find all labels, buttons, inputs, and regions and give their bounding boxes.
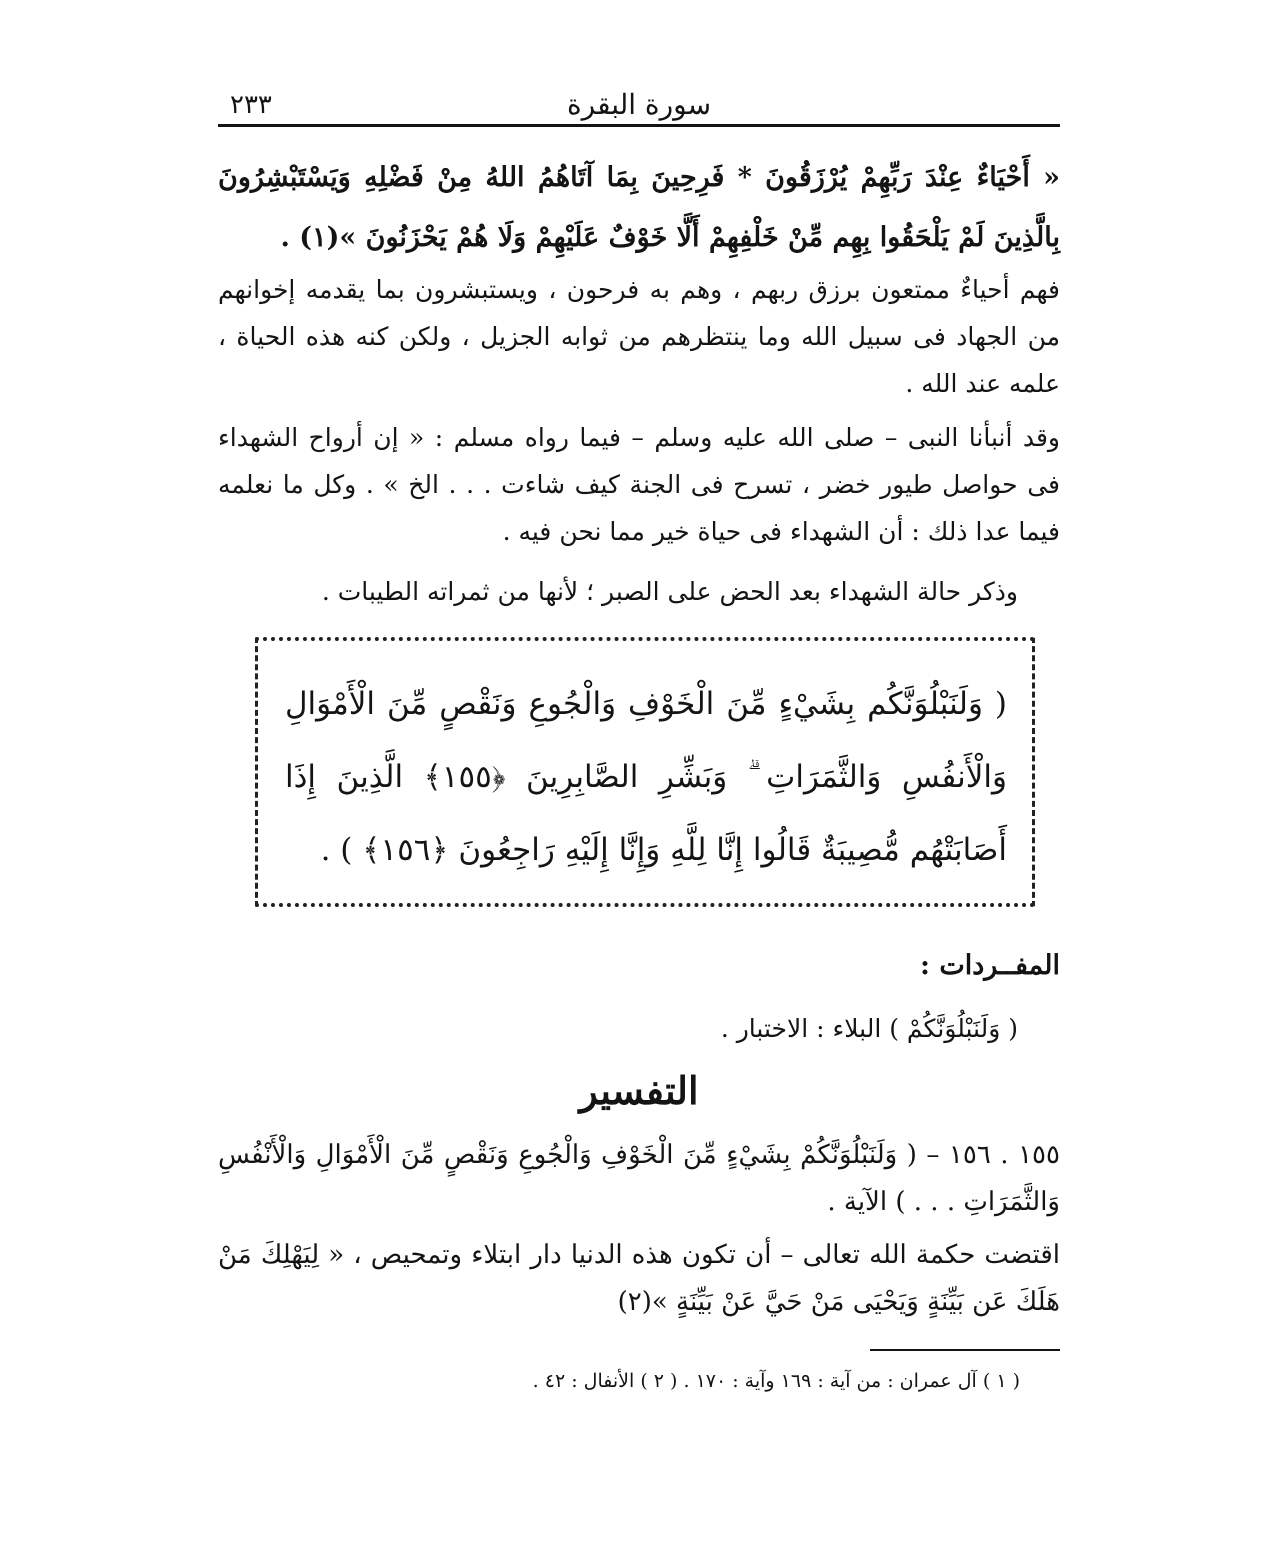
paragraph-patience: وذكر حالة الشهداء بعد الحض على الصبر ؛ لأنها من ثمراته الطيبات . — [321, 577, 1018, 606]
tafsir-body: اقتضت حكمة الله تعالى – أن تكون هذه الدنيا دار ابتلاء وتمحيص ، « لِيَهْلِكَ مَنْ هَلَكَ عَن بَيِّنَةٍ وَيَحْيَى مَنْ حَيَّ عَنْ بَيِّنَةٍ »(٢) — [218, 1240, 1060, 1317]
paragraph-martyrs-life: فهم أحياءٌ ممتعون برزق ربهم ، وهم به فرحون ، ويستبشرون بما يقدمه إخوانهم من الجهاد فى سبيل الله وما ينتظرهم من ثوابه الجزيل ، ولكن كنه هذه الحياة ، علمه عند الله . — [218, 275, 1060, 398]
surah-title: سورة البقرة — [566, 88, 712, 121]
paragraph-hadith: وقد أنبأنا النبى – صلى الله عليه وسلم – فيما رواه مسلم : « إن أرواح الشهداء فى حواصل طيور خضر ، تسرح فى الجنة كيف شاءت . . . الخ » . وكل ما نعلمه فيما عدا ذلك : أن الشهداء فى حياة خير مما نحن فيه . — [218, 423, 1060, 546]
tafsir-verse-reference: ١٥٥ . ١٥٦ – ( وَلَنَبْلُوَنَّكُمْ بِشَيْءٍ مِّنَ الْخَوْفِ وَالْجُوعِ وَنَقْصٍ مِّنَ الْأَمْوَالِ وَالْأَنْفُسِ وَالثَّمَرَاتِ . . . ) الآية . — [218, 1140, 1060, 1217]
page-header — [218, 80, 1060, 126]
page-number: ٢٣٣ — [230, 90, 272, 120]
quoted-verse: « أَحْيَاءٌ عِنْدَ رَبِّهِمْ يُرْزَقُونَ * فَرِحِينَ بِمَا آتَاهُمُ اللهُ مِنْ فَضْلِهِ وَيَسْتَبْشِرُونَ بِالَّذِينَ لَمْ يَلْحَقُوا بِهِم مِّنْ خَلْفِهِمْ أَلَّا خَوْفٌ عَلَيْهِمْ وَلَا هُمْ يَحْزَنُونَ »(١) . — [218, 162, 1060, 253]
vocabulary-entry: ( وَلَنَبْلُوَنَّكُمْ ) البلاء : الاختبار . — [720, 1014, 1018, 1043]
footnotes: ( ١ ) آل عمران : من آية : ١٦٩ وآية : ١٧٠ . ( ٢ ) الأنفال : ٤٢ . — [532, 1370, 1020, 1392]
vocabulary-heading: المفــردات : — [919, 950, 1060, 981]
header-divider — [218, 124, 1060, 127]
tafsir-heading: التفسير — [579, 1068, 699, 1113]
footnote-divider — [870, 1349, 1060, 1351]
quran-verse-155-156: ( وَلَنَبْلُوَنَّكُم بِشَيْءٍ مِّنَ الْخَوْفِ وَالْجُوعِ وَنَقْصٍ مِّنَ الْأَمْوَالِ وَالْأَنفُسِ وَالثَّمَرَاتِ ۗ وَبَشِّرِ الصَّابِرِينَ ﴿١٥٥﴾ الَّذِينَ إِذَا أَصَابَتْهُم مُّصِيبَةٌ قَالُوا إِنَّا لِلَّهِ وَإِنَّا إِلَيْهِ رَاجِعُونَ ﴿١٥٦﴾ ) . — [285, 686, 1007, 868]
